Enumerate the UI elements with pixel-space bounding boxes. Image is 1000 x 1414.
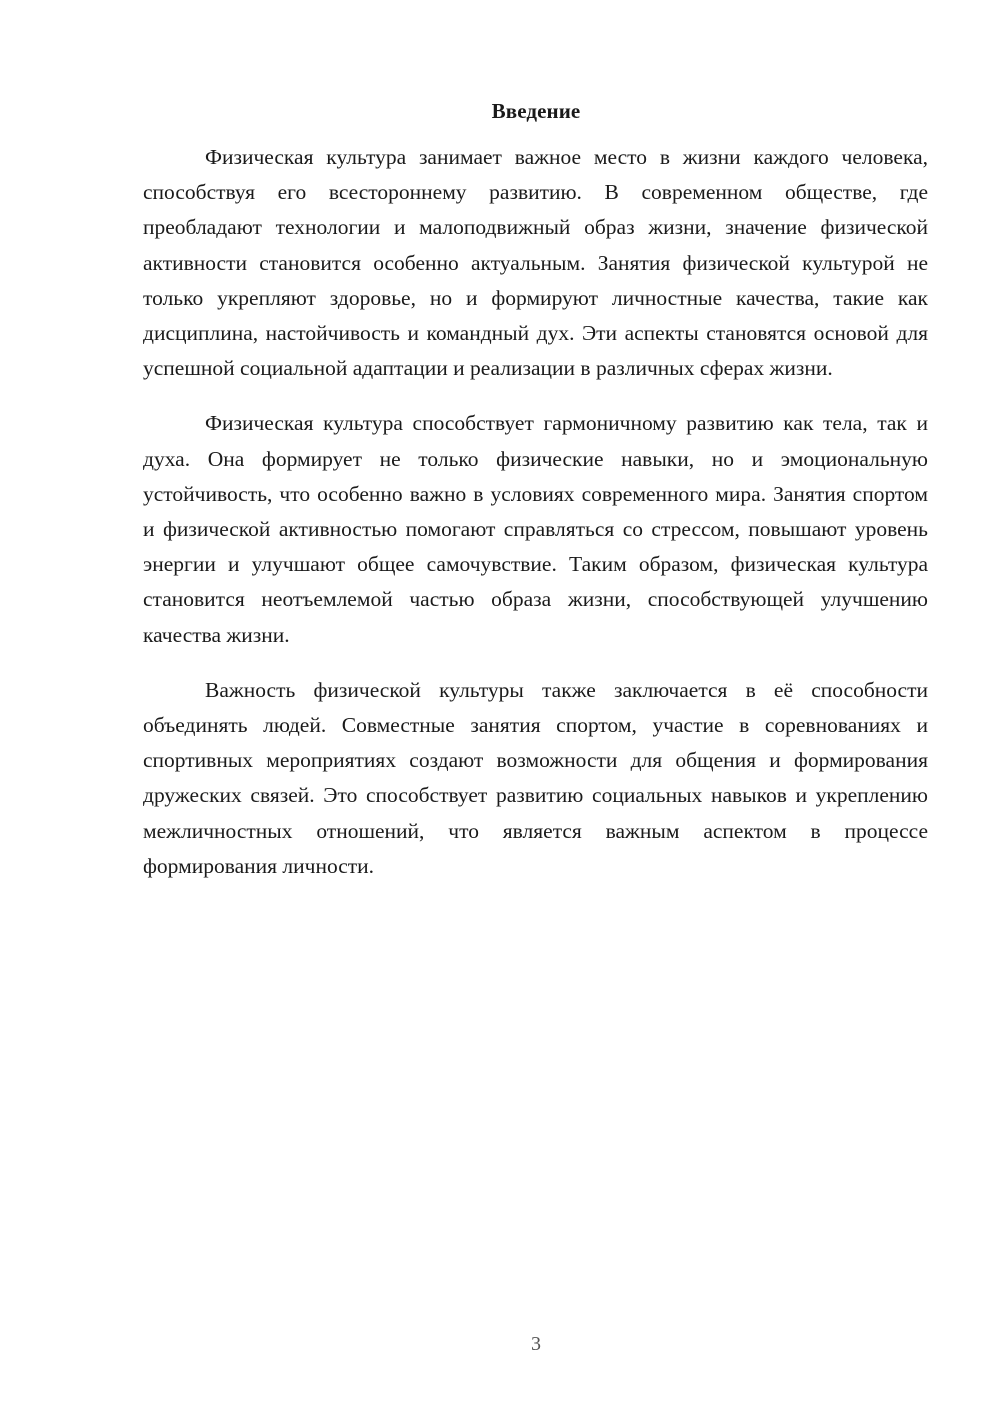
section-title: Введение bbox=[491, 99, 581, 123]
page-number: 3 bbox=[531, 1333, 541, 1355]
page-content bbox=[143, 96, 928, 884]
paragraph-3: Важность физической культуры также заключается в её способности объединять людей. Совместные занятия спортом, участие в соревнованиях и спортивных мероприятиях создают возможности для общения и формирования дружеских связей. Это способствует развитию социальных навыков и укреплению межличностных отношений, что является важным аспектом в процессе формирования личности. bbox=[143, 677, 928, 878]
paragraph-2: Физическая культура способствует гармоничному развитию как тела, так и духа. Она формирует не только физические навыки, но и эмоциональную устойчивость, что особенно важно в условиях современного мира. Занятия спортом и физической активностью помогают справляться со стрессом, повышают уровень энергии и улучшают общее самочувствие. Таким образом, физическая культура становится неотъемлемой частью образа жизни, способствующей улучшению качества жизни. bbox=[143, 411, 928, 647]
paragraph-1: Физическая культура занимает важное место в жизни каждого человека, способствуя его всестороннему развитию. В современном обществе, где преобладают технологии и малоподвижный образ жизни, значение физической активности становится особенно актуальным. Занятия физической культурой не только укрепляют здоровье, но и формируют личностные качества, такие как дисциплина, настойчивость и командный дух. Эти аспекты становятся основой для успешной социальной адаптации и реализации в различных сферах жизни. bbox=[143, 145, 928, 381]
